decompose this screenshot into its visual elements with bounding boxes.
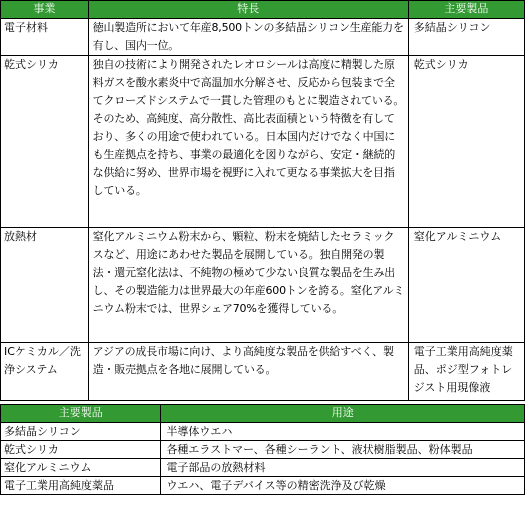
table-row [1,459,525,477]
business-name: 電子材料 [1,19,89,56]
header-main-product: 主要製品 [408,1,524,19]
table-row [1,228,525,343]
business-name: 乾式シリカ [1,56,89,228]
business-feature: 徳山製造所において年産8,500トンの多結晶シリコン生産能力を有し、国内一位。 [88,19,408,56]
table-row [1,477,525,495]
business-feature: 窒化アルミニウム粉末から、顆粒、粉末を焼結したセラミックスなど、用途にあわせた製品を展開している。独自開発の製法・還元窒化法は、不純物の極めて少ない良質な製品を生み出し、その製造能力は世界最大の年産600トンを誇る。窒化アルミニウム粉末では、世界シェア70%を獲得している。 [88,228,408,343]
header-business: 事業 [1,1,89,19]
product-name: 窒化アルミニウム [1,459,161,477]
product-usage-table [0,404,525,495]
product-name: 電子工業用高純度薬品 [1,477,161,495]
table-row [1,423,525,441]
header-feature: 特長 [88,1,408,19]
product-name: 乾式シリカ [1,441,161,459]
business-feature: 独自の技術により開発されたレオロシールは高度に精製した原料ガスを酸水素炎中で高温加水分解させ、反応から包装まで全てクローズドシステムで一貫した管理のもとに製造されている。そのため、高純度、高分散性、高比表面積という特徴を有しており、多くの用途で使われている。日本国内だけでなく中国にも生産拠点を持ち、事業の最適化を図りながら、安定・継続的な供給に努め、世界市場を視野に入れて更なる事業拡大を目指している。 [88,56,408,228]
header-main-product: 主要製品 [1,405,161,423]
business-name: 放熱材 [1,228,89,343]
table-row [1,56,525,228]
product-usage: 電子部品の放熱材料 [161,459,525,477]
usage-table-header-row [1,405,525,423]
business-table-header-row [1,1,525,19]
business-name: ICケミカル／洗浄システム [1,343,89,401]
header-usage: 用途 [161,405,525,423]
table-row [1,441,525,459]
main-product: 乾式シリカ [408,56,524,228]
main-product: 窒化アルミニウム [408,228,524,343]
main-product: 電子工業用高純度薬品、ポジ型フォトレジスト用現像液 [408,343,524,401]
main-product: 多結晶シリコン [408,19,524,56]
table-row [1,343,525,401]
product-usage: 半導体ウエハ [161,423,525,441]
product-usage: 各種エラストマー、各種シーラント、液状樹脂製品、粉体製品 [161,441,525,459]
business-feature: アジアの成長市場に向け、より高純度な製品を供給すべく、製造・販売拠点を各地に展開している。 [88,343,408,401]
table-row [1,19,525,56]
product-name: 多結晶シリコン [1,423,161,441]
product-usage: ウエハ、電子デバイス等の精密洗浄及び乾燥 [161,477,525,495]
